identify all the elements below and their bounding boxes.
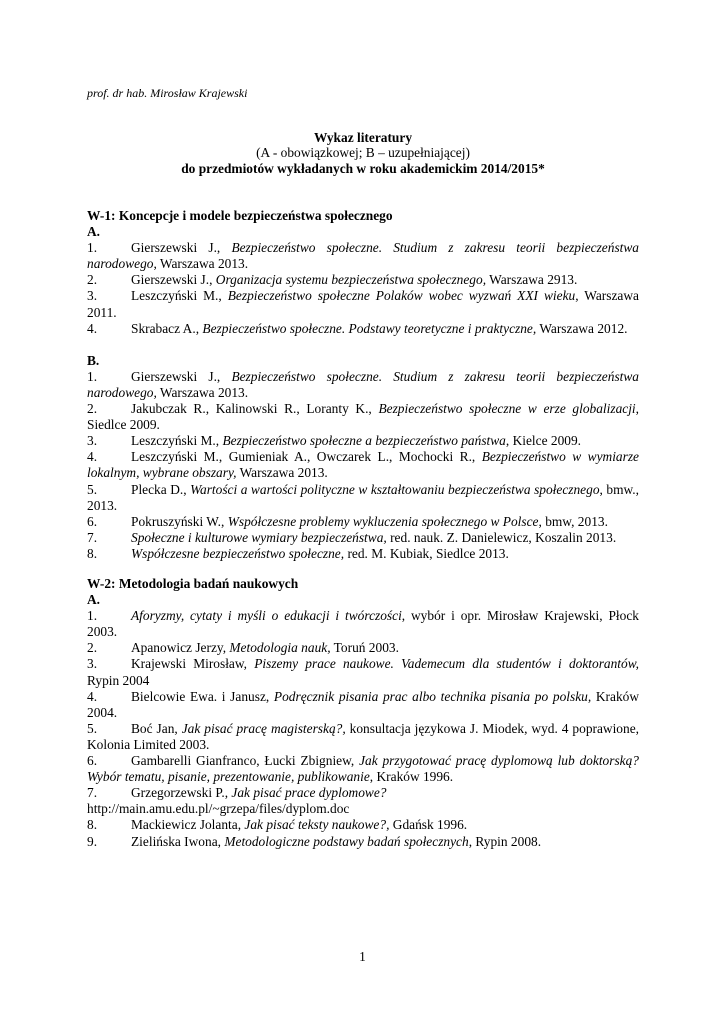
entry-number: 7.	[87, 529, 98, 545]
bibliography-entry	[87, 656, 639, 688]
bibliography-entry	[87, 272, 639, 288]
section-heading: W-1: Koncepcje i modele bezpieczeństwa społecznego	[87, 208, 393, 223]
section-heading: W-2: Metodologia badań naukowych	[87, 576, 299, 591]
entry-title: Metodologiczne podstawy badań społecznych	[224, 833, 469, 849]
entry-author: Gierszewski J.,	[131, 272, 216, 288]
bibliography-entry	[87, 369, 639, 401]
entry-details: , Kraków 1996.	[369, 769, 454, 785]
entry-author: Leszczyński M., Gumieniak A., Owczarek L., Mochocki R.,	[131, 449, 482, 465]
entry-title: Współczesne bezpieczeństwo społeczne,	[131, 545, 345, 561]
entry-details: Toruń 2003.	[330, 640, 399, 656]
entry-title: Jak pisać pracę magisterską?,	[181, 720, 346, 736]
entry-author: Leszczyński M.,	[131, 288, 228, 304]
entry-details: Warszawa 2012.	[536, 320, 628, 336]
entry-author: Boć Jan,	[131, 720, 182, 736]
list-label-b: B.	[87, 352, 100, 368]
entry-number: 2.	[87, 640, 98, 656]
bibliography-list-b	[87, 369, 639, 562]
entry-author: Pokruszyński W.,	[131, 513, 228, 529]
entry-details: , Siedlce 2009.	[87, 401, 640, 433]
entry-title: Jak pisać teksty naukowe?,	[244, 817, 390, 833]
entry-title: Bezpieczeństwo społeczne w erze globalizacji	[378, 401, 636, 417]
list-label-a: A.	[87, 592, 101, 608]
bibliography-list-a	[87, 608, 639, 849]
entry-details: Warszawa 2013.	[156, 384, 249, 400]
entry-title: Podręcznik pisania prac albo technika pisania po polsku,	[273, 688, 592, 704]
entry-author: Plecka D.,	[131, 481, 191, 497]
entry-title: Bezpieczeństwo społeczne Polaków wobec wyzwań XXI wieku	[227, 288, 576, 304]
bibliography-entry	[87, 640, 639, 656]
entry-author: Gambarelli Gianfranco, Łucki Zbigniew,	[131, 753, 360, 769]
entry-author: Apanowicz Jerzy,	[131, 640, 230, 656]
bibliography-list-a	[87, 240, 639, 337]
entry-author: Jakubczak R., Kalinowski R., Loranty K.,	[131, 401, 379, 417]
entry-author: Leszczyński M.,	[131, 433, 223, 449]
entry-details: , Rypin 2008.	[468, 833, 542, 849]
bibliography-entry	[87, 321, 639, 337]
entry-details: , bmw., 2013.	[87, 481, 639, 513]
bibliography-entry	[87, 288, 639, 320]
entry-title: Wartości a wartości polityczne w kształtowaniu bezpieczeństwa społecznego	[190, 481, 600, 497]
entry-title: Bezpieczeństwo społeczne. Studium z zakresu teorii bezpieczeństwa narodowego	[87, 240, 639, 272]
entry-title: Bezpieczeństwo społeczne. Studium z zakresu teorii bezpieczeństwa narodowego,	[87, 368, 639, 400]
entry-url[interactable]: http://main.amu.edu.pl/~grzepa/files/dyplom.doc	[87, 801, 350, 817]
entry-details: Warszawa 2013.	[236, 465, 328, 481]
entry-number: 7.	[87, 785, 98, 801]
entry-number: 2.	[87, 401, 98, 417]
entry-title: Społeczne i kulturowe wymiary bezpieczeństwa,	[131, 529, 387, 545]
title-line-1: Wykaz literatury	[313, 130, 413, 145]
bibliography-entry	[87, 514, 639, 530]
bibliography-entry	[87, 817, 639, 833]
entry-author: Gierszewski J.,	[131, 240, 232, 256]
title-line-3: do przedmiotów wykładanych w roku akademickim 2014/2015*	[181, 160, 545, 176]
entry-number: 3.	[87, 433, 98, 449]
entry-number: 5.	[87, 481, 98, 497]
entry-details: Rypin 2004	[87, 672, 150, 688]
entry-details: , wybór i opr. Mirosław Krajewski, Płock 2003.	[87, 608, 639, 640]
list-label-a: A.	[87, 224, 101, 240]
entry-author: Mackiewicz Jolanta,	[131, 817, 245, 833]
entry-title: Bezpieczeństwo społeczne. Podstawy teoretyczne i praktyczne,	[202, 320, 537, 336]
entry-details: red. nauk. Z. Danielewicz, Koszalin 2013.	[386, 529, 617, 545]
entry-number: 5.	[87, 720, 98, 736]
entry-details: , Warszawa 2011.	[87, 288, 639, 320]
entry-number: 8.	[87, 545, 98, 561]
entry-title: Współczesne problemy wykluczenia społecznego w Polsce	[227, 513, 539, 529]
bibliography-entry	[87, 401, 639, 433]
bibliography-entry	[87, 834, 639, 850]
entry-number: 1.	[87, 368, 98, 384]
entry-author: Grzegorzewski P.,	[131, 785, 232, 801]
entry-number: 6.	[87, 513, 98, 529]
entry-number: 3.	[87, 288, 98, 304]
entry-title: Jak przygotować pracę dyplomową lub doktorską? Wybór tematu, pisanie, prezentowanie, publikowanie	[87, 753, 639, 785]
entry-details: Gdańsk 1996.	[389, 817, 468, 833]
author-line: prof. dr hab. Mirosław Krajewski	[87, 86, 248, 100]
entry-details: red. M. Kubiak, Siedlce 2013.	[344, 545, 509, 561]
bibliography-entry	[87, 449, 639, 481]
section-w1	[87, 208, 639, 562]
entry-title: Metodologia nauk,	[229, 640, 331, 656]
entry-details: Warszawa 2913.	[486, 272, 578, 288]
page-number: 1	[359, 949, 366, 964]
bibliography-entry	[87, 433, 639, 449]
section-w2	[87, 576, 639, 850]
entry-author: Bielcowie Ewa. i Janusz,	[131, 688, 274, 704]
entry-number: 4.	[87, 688, 98, 704]
title-line-2: (A - obowiązkowej; B – uzupełniającej)	[256, 145, 470, 161]
entry-title: Jak pisać prace dyplomowe?	[231, 785, 387, 801]
entry-title: Organizacja systemu bezpieczeństwa społecznego,	[215, 272, 487, 288]
document-title	[87, 130, 639, 176]
entry-title: Piszemy prace naukowe. Vademecum dla studentów i doktorantów,	[254, 656, 639, 672]
bibliography-entry	[87, 608, 639, 640]
entry-details: , Warszawa 2013.	[153, 256, 249, 272]
entry-number: 4.	[87, 320, 98, 336]
bibliography-entry	[87, 482, 639, 514]
bibliography-entry	[87, 689, 639, 721]
entry-details: Kraków 2004.	[87, 688, 639, 720]
entry-number: 2.	[87, 272, 98, 288]
bibliography-entry	[87, 240, 639, 272]
bibliography-entry	[87, 785, 639, 817]
entry-title: Bezpieczeństwo w wymiarze lokalnym, wybrane obszary,	[87, 449, 639, 481]
entry-details: konsultacja językowa J. Miodek, wyd. 4 poprawione, Kolonia Limited 2003.	[87, 720, 639, 752]
bibliography-entry	[87, 753, 639, 785]
entry-number: 6.	[87, 753, 98, 769]
entry-author: Zielińska Iwona,	[131, 833, 225, 849]
entry-number: 8.	[87, 817, 98, 833]
entry-title: Aforyzmy, cytaty i myśli o edukacji i twórczości	[131, 608, 402, 624]
bibliography-entry	[87, 546, 639, 562]
entry-details: , Kielce 2009.	[505, 433, 582, 449]
entry-number: 9.	[87, 833, 98, 849]
entry-number: 1.	[87, 608, 98, 624]
bibliography-entry	[87, 530, 639, 546]
entry-number: 4.	[87, 449, 98, 465]
entry-details: , bmw, 2013.	[538, 513, 608, 529]
entry-number: 3.	[87, 656, 98, 672]
bibliography-entry	[87, 721, 639, 753]
entry-number: 1.	[87, 240, 98, 256]
entry-author: Gierszewski J.,	[131, 368, 232, 384]
entry-title: Bezpieczeństwo społeczne a bezpieczeństwo państwa	[222, 433, 506, 449]
entry-author: Krajewski Mirosław,	[131, 656, 255, 672]
entry-author: Skrabacz A.,	[131, 320, 203, 336]
